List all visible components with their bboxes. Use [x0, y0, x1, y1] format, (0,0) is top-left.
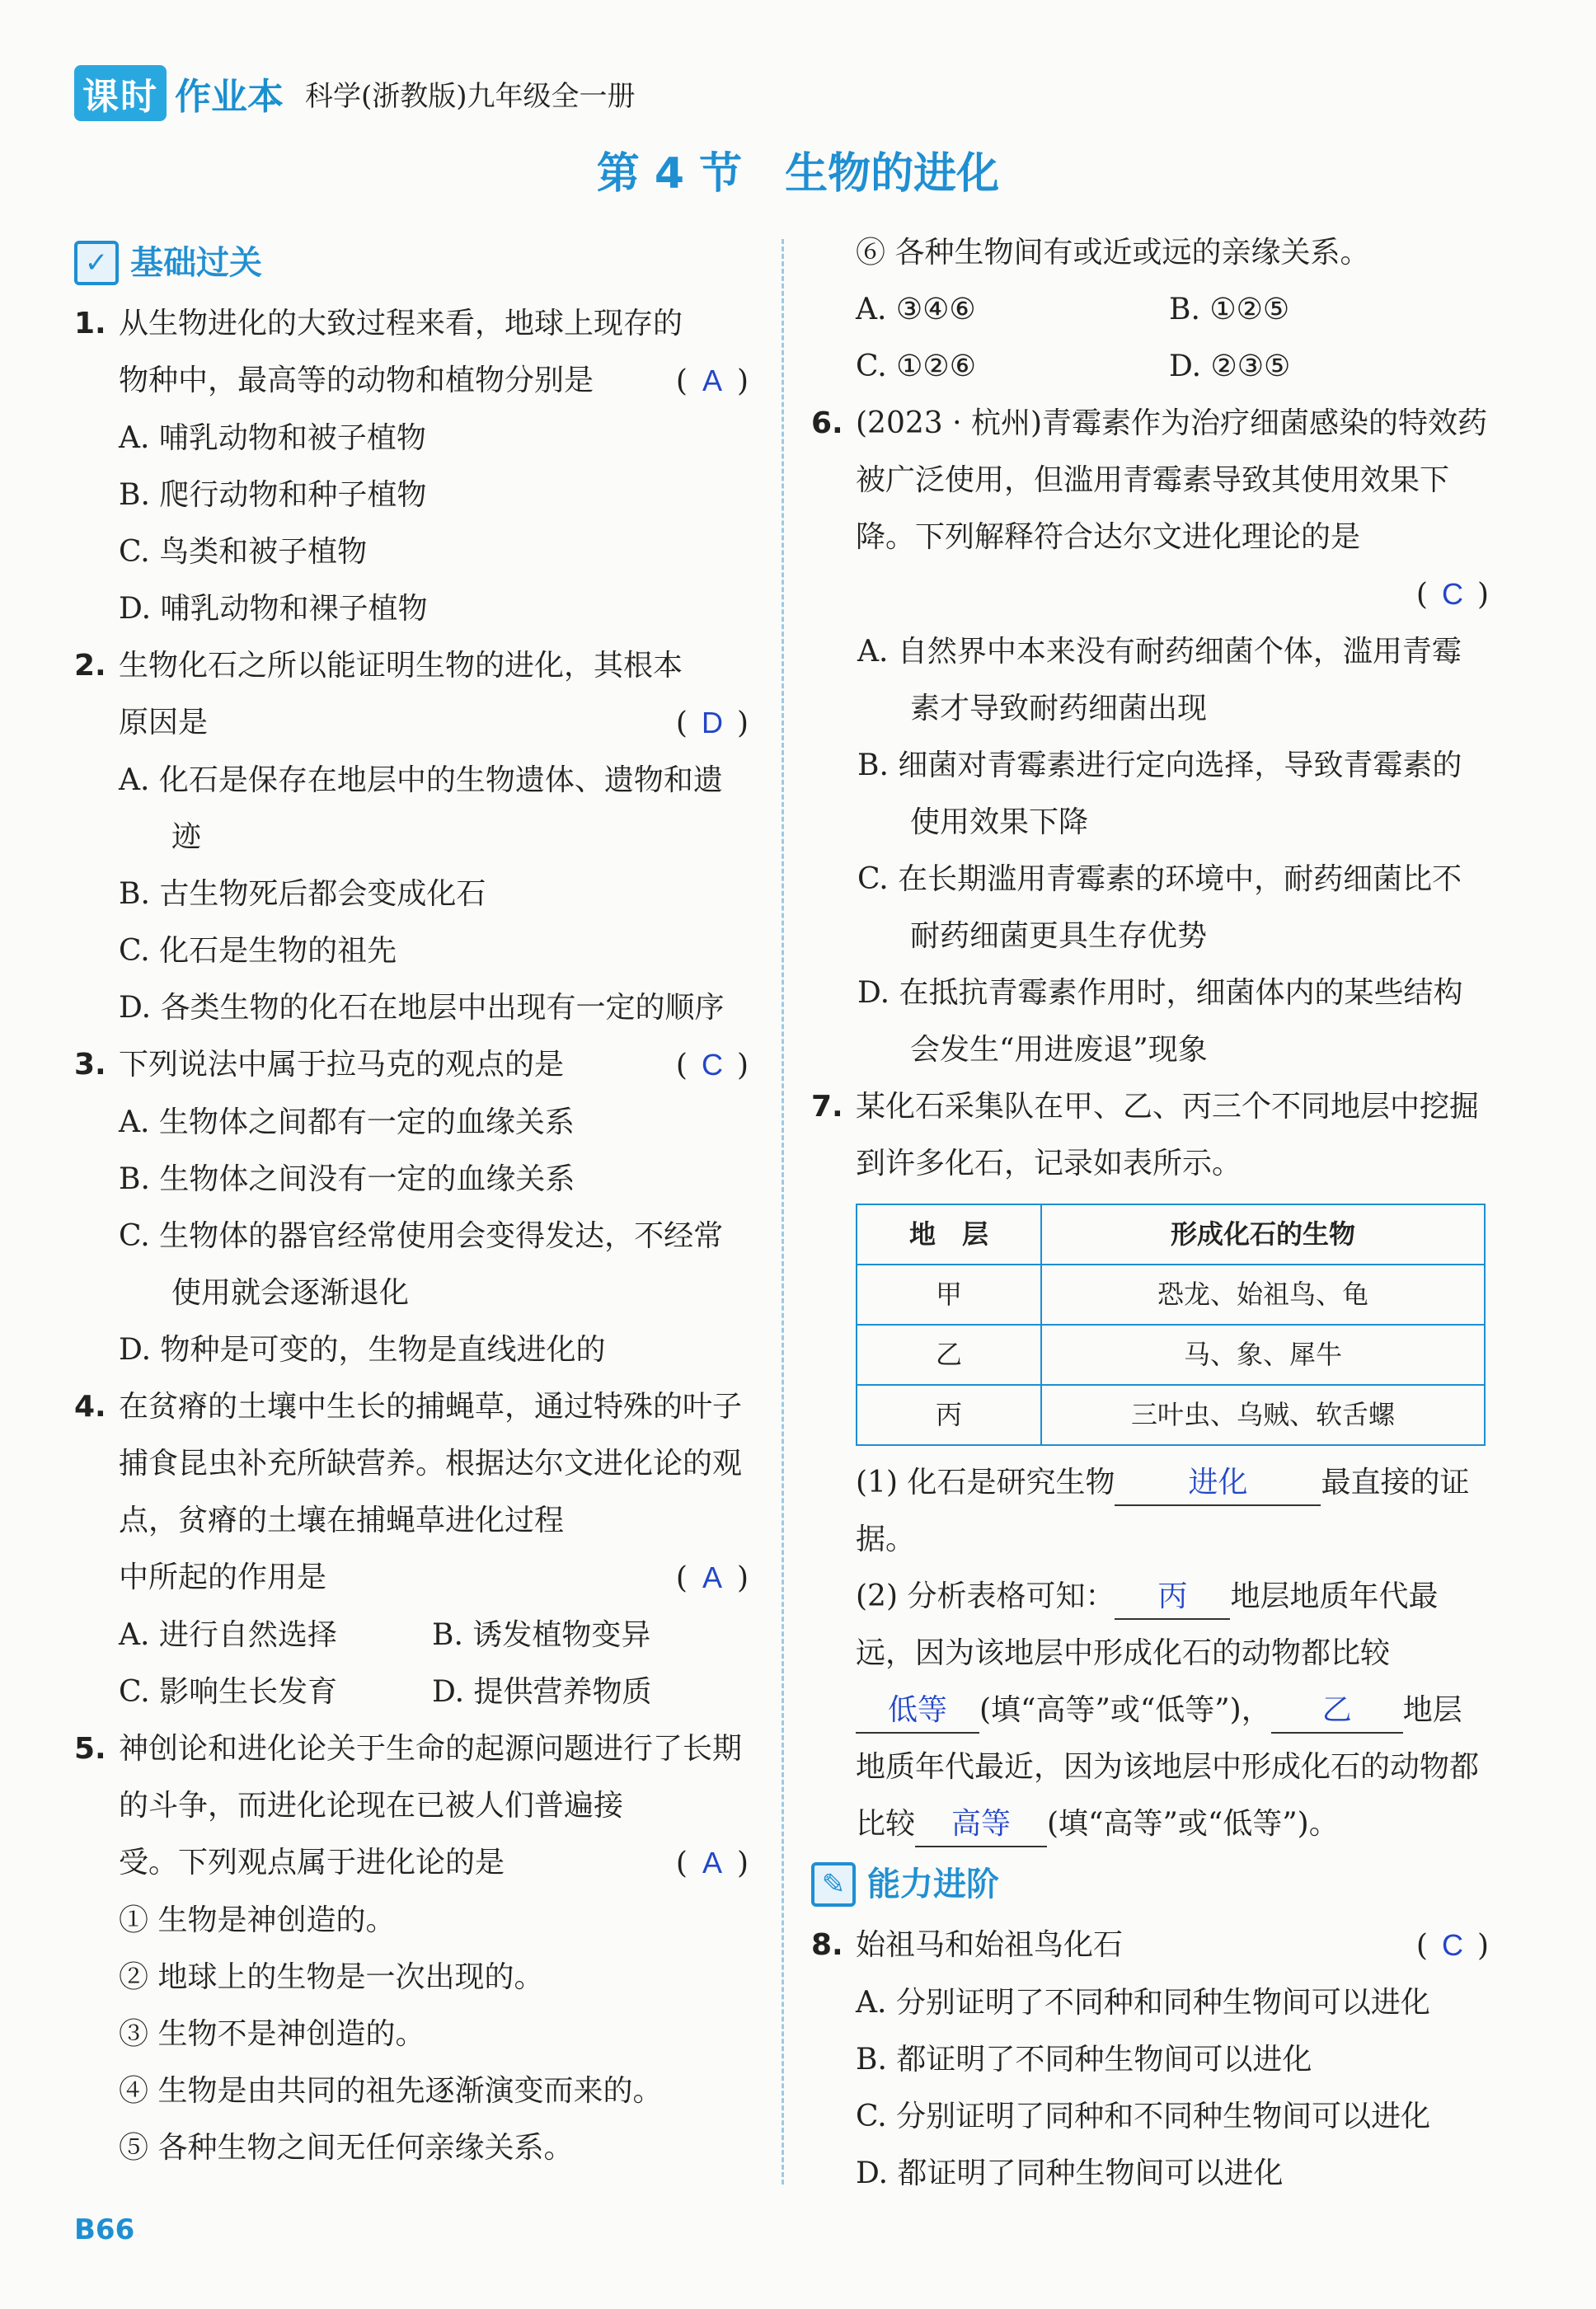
column-divider [782, 239, 784, 2185]
question-text: 中所起的作用是 [119, 1560, 327, 1594]
pencil-icon: ✎ [811, 1862, 856, 1907]
question-number: 6. [811, 406, 843, 440]
option: D. 提供营养物质 [432, 1675, 652, 1709]
question-text: 原因是 [119, 706, 209, 739]
question-3 [74, 1036, 750, 1094]
answer-bracket: ( A ) [676, 352, 750, 410]
question-number: 4. [74, 1390, 106, 1424]
option: B. 都证明了不同种生物间可以进化 [856, 2043, 1312, 2077]
option: B. 生物体之间没有一定的血缘关系 [119, 1162, 575, 1196]
option: C. 生物体的器官经常使用会变得发达，不经常使用就会逐渐退化 [119, 1219, 724, 1310]
option: B. 细菌对青霉素进行定向选择，导致青霉素的使用效果下降 [857, 749, 1462, 839]
option: A. 进行自然选择 [119, 1618, 337, 1652]
fill-blank: 低等 [856, 1689, 979, 1734]
sub-question-text: (1) 化石是研究生物 [856, 1466, 1115, 1499]
right-column [811, 224, 1490, 2202]
table-cell: 恐龙、始祖鸟、龟 [1041, 1265, 1485, 1325]
chapter-title: 第 4 节 生物的进化 [596, 149, 1000, 199]
statement: ① 生物是神创造的。 [119, 1903, 396, 1937]
question-number: 7. [811, 1090, 843, 1124]
option: C. ①②⑥ [856, 350, 976, 383]
answer: A [702, 1560, 722, 1594]
table-cell: 丙 [857, 1385, 1041, 1445]
question-number: 3. [74, 1048, 106, 1082]
option: A. 生物体之间都有一定的血缘关系 [119, 1105, 575, 1139]
section-basic-heading [74, 231, 750, 295]
answer-bracket: ( C ) [676, 1036, 750, 1094]
table-cell: 乙 [857, 1325, 1041, 1385]
book-header [74, 64, 636, 122]
option-row [856, 338, 1490, 395]
table-cell: 三叶虫、乌贼、软舌螺 [1041, 1385, 1485, 1445]
question-6 [811, 395, 1490, 623]
option: D. 都证明了同种生物间可以进化 [856, 2156, 1284, 2190]
sub-question-1 [856, 1454, 1490, 1568]
option: C. 鸟类和被子植物 [119, 535, 368, 569]
question-4 [74, 1378, 750, 1607]
question-text: (2023 · 杭州)青霉素作为治疗细菌感染的特效药被广泛使用，但滥用青霉素导致其使用效果下降。下列解释符合达尔文进化理论的是 [856, 406, 1488, 554]
answer: C [1441, 577, 1463, 611]
answer: C [701, 1048, 723, 1082]
sub-question-2 [856, 1568, 1490, 1852]
option: D. 哺乳动物和裸子植物 [119, 592, 428, 626]
option: C. 在长期滥用青霉素的环境中，耐药细菌比不耐药细菌更具生存优势 [857, 862, 1462, 953]
sub-question-text: 最直接的证据。 [856, 1466, 1470, 1556]
book-title: 科学(浙教版)九年级全一册 [305, 79, 636, 113]
answer-bracket: ( A ) [676, 1834, 750, 1892]
question-1 [74, 295, 750, 410]
question-text: 始祖马和始祖鸟化石 [856, 1928, 1124, 1962]
check-icon: ✓ [74, 241, 119, 285]
answer-bracket: ( C ) [1416, 1917, 1490, 1974]
left-column [74, 231, 750, 2176]
sub-question-text: 地层地质年代最远，因为该地层中形成化石的动物都比较 [856, 1579, 1439, 1670]
question-text: 从生物进化的大致过程来看，地球上现存的 [119, 307, 683, 340]
question-number: 5. [74, 1732, 106, 1766]
option: A. 自然界中本来没有耐药细菌个体，滥用青霉素才导致耐药细菌出现 [857, 635, 1462, 725]
table-row [857, 1325, 1485, 1385]
option: C. 影响生长发育 [119, 1675, 338, 1709]
option: B. 诱发植物变异 [432, 1618, 651, 1652]
answer-bracket: ( A ) [676, 1549, 750, 1607]
answer: A [702, 364, 722, 397]
option: A. ③④⑥ [856, 293, 976, 326]
sub-question-text: 地层地质年代最近，因为该地层中形成化石的动物都比较 [856, 1693, 1480, 1841]
option: A. 化石是保存在地层中的生物遗体、遗物和遗迹 [119, 763, 723, 854]
answer: A [702, 1846, 722, 1880]
option: D. 各类生物的化石在地层中出现有一定的顺序 [119, 991, 725, 1025]
question-text: 受。下列观点属于进化论的是 [119, 1846, 505, 1880]
fill-blank: 高等 [915, 1803, 1047, 1847]
option: B. 爬行动物和种子植物 [119, 478, 427, 512]
question-text: 生物化石之所以能证明生物的进化，其根本 [119, 649, 683, 683]
question-number: 1. [74, 307, 106, 340]
question-text: 物种中，最高等的动物和植物分别是 [119, 364, 594, 397]
option: B. ①②⑤ [1169, 293, 1290, 326]
option: B. 古生物死后都会变成化石 [119, 877, 486, 911]
table-header: 地 层 [857, 1204, 1041, 1265]
fossil-table [856, 1204, 1486, 1446]
table-header-row [857, 1204, 1485, 1265]
answer: C [1441, 1928, 1463, 1962]
question-text: 下列说法中属于拉马克的观点的是 [119, 1048, 565, 1082]
option: D. 物种是可变的，生物是直线进化的 [119, 1333, 606, 1367]
table-row [857, 1265, 1485, 1325]
table-cell: 甲 [857, 1265, 1041, 1325]
section-basic-label: 基础过关 [130, 243, 262, 282]
fill-blank: 丙 [1115, 1575, 1230, 1620]
question-text: 神创论和进化论关于生命的起源问题进行了长期的斗争，而进化论现在已被人们普遍接 [119, 1732, 743, 1823]
statement: ⑥ 各种生物间有或近或远的亲缘关系。 [856, 236, 1370, 270]
option: C. 分别证明了同种和不同种生物间可以进化 [856, 2100, 1431, 2133]
option-row [74, 1607, 750, 1664]
option: D. 在抵抗青霉素作用时，细菌体内的某些结构会发生“用进废退”现象 [857, 976, 1463, 1067]
answer-bracket: ( D ) [676, 694, 750, 752]
sub-question-text: (填“高等”或“低等”)。 [1047, 1807, 1339, 1841]
answer: D [701, 706, 723, 739]
question-text: 某化石采集队在甲、乙、丙三个不同地层中挖掘到许多化石，记录如表所示。 [856, 1090, 1480, 1180]
question-number: 2. [74, 649, 106, 683]
question-5 [74, 1720, 750, 1892]
question-number: 8. [811, 1928, 843, 1962]
option: D. ②③⑤ [1169, 350, 1291, 383]
fill-blank: 进化 [1115, 1462, 1321, 1506]
option: A. 分别证明了不同种和同种生物间可以进化 [856, 1986, 1430, 2020]
option: A. 哺乳动物和被子植物 [119, 421, 426, 455]
brand-logo-text: 作业本 [175, 76, 284, 118]
section-advanced-label: 能力进阶 [867, 1865, 999, 1903]
table-header: 形成化石的生物 [1041, 1204, 1485, 1265]
answer-bracket: ( C ) [1416, 566, 1490, 623]
option-row [74, 1664, 750, 1720]
statement: ③ 生物不是神创造的。 [119, 2017, 425, 2051]
sub-question-text: (填“高等”或“低等”)， [979, 1693, 1271, 1727]
question-7 [811, 1078, 1490, 1192]
section-advanced-heading [811, 1852, 1490, 1917]
statement: ④ 生物是由共同的祖先逐渐演变而来的。 [119, 2074, 663, 2108]
question-text: 在贫瘠的土壤中生长的捕蝇草，通过特殊的叶子捕食昆虫补充所缺营养。根据达尔文进化论的观点，贫瘠的土壤在捕蝇草进化过程 [119, 1390, 743, 1537]
option-row [856, 281, 1490, 338]
sub-question-text: (2) 分析表格可知： [856, 1579, 1115, 1613]
question-8 [811, 1917, 1490, 1974]
table-row [857, 1385, 1485, 1445]
table-cell: 马、象、犀牛 [1041, 1325, 1485, 1385]
statement: ⑤ 各种生物之间无任何亲缘关系。 [119, 2131, 574, 2165]
page-number: B66 [74, 2213, 135, 2246]
statement: ② 地球上的生物是一次出现的。 [119, 1960, 544, 1994]
fill-blank: 乙 [1271, 1689, 1403, 1734]
brand-logo: 课时 [74, 65, 167, 121]
option: C. 化石是生物的祖先 [119, 934, 397, 968]
question-2 [74, 637, 750, 752]
